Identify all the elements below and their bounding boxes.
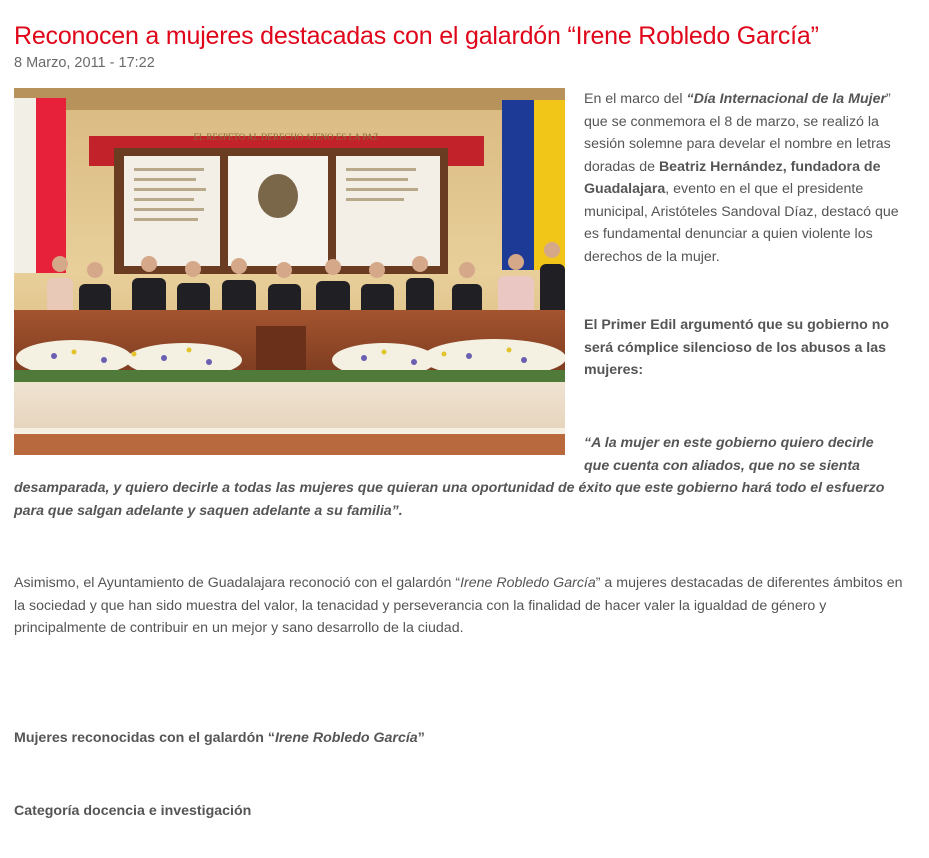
quote-line-2: que cuenta con aliados, que no se sienta (584, 458, 860, 474)
category-heading: Categoría docencia e investigación (14, 803, 252, 819)
edil-paragraph: El Primer Edil argumentó que su gobierno no será cómplice silencioso de los abusos a las mujeres: (584, 317, 890, 378)
ceremony-photo (14, 88, 565, 455)
quote-continuation: desamparada, y quiero decirle a todas las mujeres que quieran una oportunidad de éxito que este gobierno hará todo el esfuerzo para que salgan adelante y saquen adelante a su familia”. (14, 480, 885, 519)
honorees-heading: Mujeres reconocidas con el galardón “Irene Robledo García” (14, 730, 425, 746)
banner-text: EL RESPETO AL DERECHO AJENO ES LA PAZ (193, 132, 379, 142)
article-date: 8 Marzo, 2011 - 17:22 (14, 55, 155, 71)
intro-paragraph: En el marco del “Día Internacional de la Mujer” que se conmemora el 8 de marzo, se realizó la sesión solemne para develar el nombre en letras doradas de Beatriz Hernández, fundadora de Guadalajara, evento en el que el presidente municipal, Aristóteles Sandoval Díaz, destacó que es fundamental denunciar a quien violente los derechos de la mujer. (584, 91, 899, 265)
article-title: Reconocen a mujeres destacadas con el galardón “Irene Robledo García” (14, 22, 819, 50)
article-photo (14, 88, 565, 455)
quote-line-1: “A la mujer en este gobierno quiero decirle (584, 435, 874, 451)
award-paragraph: Asimismo, el Ayuntamiento de Guadalajara reconoció con el galardón “Irene Robledo García” a mujeres destacadas de diferentes ámbitos en la sociedad y que han sido muestra del valor, la tenacidad y perseverancia con la finalidad de hacer valer la igualdad de género y principalmente de contribuir en un mejor y sano desarrollo de la ciudad. (14, 575, 903, 636)
